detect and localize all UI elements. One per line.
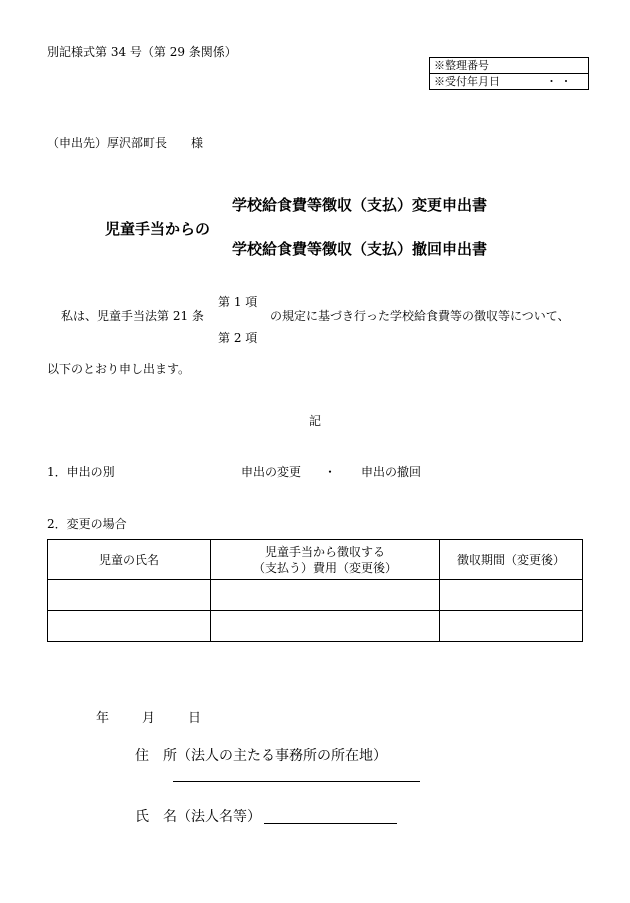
receipt-box [429, 57, 589, 90]
cell-child-name[interactable] [48, 611, 211, 642]
addressee: （申出先）厚沢部町長 様 [47, 136, 204, 150]
statement-option-1: 第 1 項 [218, 295, 258, 309]
cell-cost[interactable] [211, 611, 440, 642]
header-child-name: 児童の氏名 [48, 540, 211, 580]
address-underline[interactable] [173, 781, 420, 782]
ki-marker: 記 [309, 414, 322, 428]
change-table [47, 539, 583, 642]
date-year[interactable]: 年 [96, 711, 110, 726]
name-underline[interactable] [264, 823, 397, 824]
date-month[interactable]: 月 [142, 711, 156, 726]
section2-label: 2．変更の場合 [47, 517, 127, 531]
statement-rest: の規定に基づき行った学校給食費等の徴収等について、 [270, 309, 570, 323]
name-label: 氏 名（法人名等） [135, 809, 261, 825]
receipt-ref-label: ※整理番号 [434, 59, 489, 72]
section1-label: 1．申出の別 [47, 465, 115, 479]
receipt-date-dots: ・ ・ [546, 75, 572, 88]
statement-line-2: 以下のとおり申し出ます。 [47, 362, 191, 376]
cell-child-name[interactable] [48, 580, 211, 611]
receipt-date-row [430, 73, 588, 89]
table-row [48, 580, 583, 611]
statement-option-2: 第 2 項 [218, 331, 258, 345]
table-row [48, 611, 583, 642]
table-header-row [48, 540, 583, 580]
header-period: 徴収期間（変更後） [440, 540, 583, 580]
choice-withdraw[interactable]: 申出の撤回 [361, 465, 422, 479]
header-cost-line-1: 児童手当から徴収する [264, 544, 385, 559]
form-id: 別記様式第 34 号（第 29 条関係） [47, 45, 237, 59]
title-withdraw: 学校給食費等徴収（支払）撤回申出書 [232, 240, 488, 258]
date-day[interactable]: 日 [188, 711, 202, 726]
statement-lead: 私は、児童手当法第 21 条 [61, 309, 204, 323]
receipt-ref-row [430, 58, 588, 73]
header-cost [211, 540, 440, 580]
header-cost-line-2: （支払う）費用（変更後） [252, 560, 397, 575]
title-prefix: 児童手当からの [105, 220, 211, 238]
choice-separator: ・ [324, 465, 337, 479]
address-label: 住 所（法人の主たる事務所の所在地） [135, 748, 387, 764]
cell-period[interactable] [440, 580, 583, 611]
title-change: 学校給食費等徴収（支払）変更申出書 [232, 196, 488, 214]
cell-period[interactable] [440, 611, 583, 642]
cell-cost[interactable] [211, 580, 440, 611]
receipt-date-label: ※受付年月日 [434, 75, 500, 88]
choice-change[interactable]: 申出の変更 [241, 465, 302, 479]
